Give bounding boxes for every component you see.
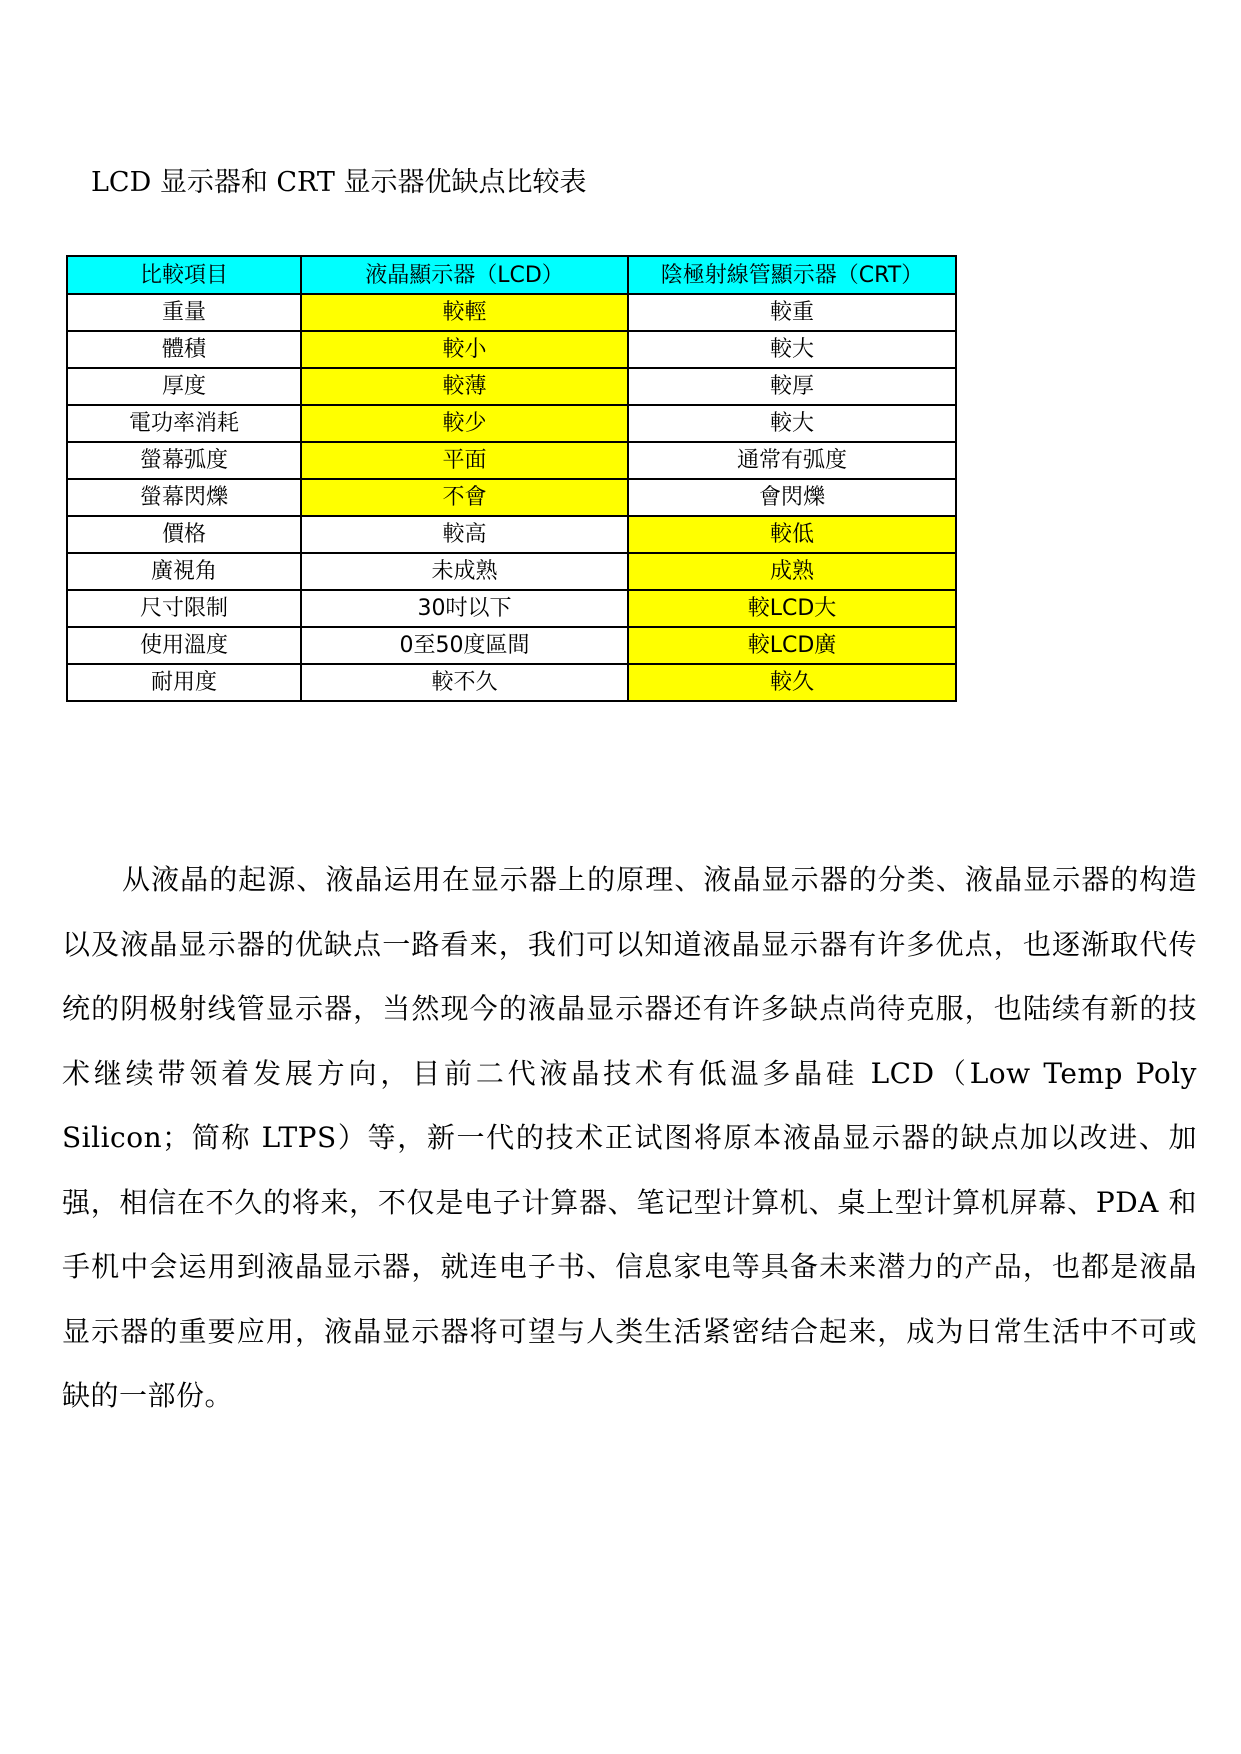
cell-crt: 較重 (628, 294, 956, 331)
cell-item: 螢幕閃爍 (67, 479, 301, 516)
cell-crt: 較大 (628, 405, 956, 442)
cell-lcd: 較輕 (301, 294, 628, 331)
cell-crt: 成熟 (628, 553, 956, 590)
cell-item: 螢幕弧度 (67, 442, 301, 479)
cell-lcd: 30吋以下 (301, 590, 628, 627)
cell-lcd: 較不久 (301, 664, 628, 701)
cell-crt: 較LCD廣 (628, 627, 956, 664)
cell-item: 電功率消耗 (67, 405, 301, 442)
table-body (67, 294, 956, 701)
cell-lcd: 平面 (301, 442, 628, 479)
cell-lcd: 不會 (301, 479, 628, 516)
cell-crt: 較久 (628, 664, 956, 701)
cell-item: 耐用度 (67, 664, 301, 701)
table-row (67, 479, 956, 516)
table-row (67, 331, 956, 368)
cell-item: 價格 (67, 516, 301, 553)
cell-crt: 通常有弧度 (628, 442, 956, 479)
table-row (67, 294, 956, 331)
cell-lcd: 較小 (301, 331, 628, 368)
table-row (67, 627, 956, 664)
document-title: LCD 显示器和 CRT 显示器优缺点比较表 (91, 167, 587, 198)
cell-crt: 較厚 (628, 368, 956, 405)
cell-item: 厚度 (67, 368, 301, 405)
cell-lcd: 較高 (301, 516, 628, 553)
table-row (67, 590, 956, 627)
cell-lcd: 0至50度區間 (301, 627, 628, 664)
table-row (67, 405, 956, 442)
table-row (67, 368, 956, 405)
table-header-row (67, 256, 956, 294)
cell-item: 體積 (67, 331, 301, 368)
body-paragraph: 从液晶的起源、液晶运用在显示器上的原理、液晶显示器的分类、液晶显示器的构造以及液晶显示器的优缺点一路看来，我们可以知道液晶显示器有许多优点，也逐渐取代传统的阴极射线管显示器，当然现今的液晶显示器还有许多缺点尚待克服，也陆续有新的技术继续带领着发展方向，目前二代液晶技术有低温多晶硅 LCD（Low Temp Poly Silicon；简称 LTPS）等，新一代的技术正试图将原本液晶显示器的缺点加以改进、加强，相信在不久的将来，不仅是电子计算器、笔记型计算机、桌上型计算机屏幕、PDA 和手机中会运用到液晶显示器，就连电子书、信息家电等具备未来潜力的产品，也都是液晶显示器的重要应用，液晶显示器将可望与人类生活紧密结合起来，成为日常生活中不可或缺的一部份。 (62, 863, 1197, 1412)
cell-crt: 會閃爍 (628, 479, 956, 516)
cell-item: 使用溫度 (67, 627, 301, 664)
cell-item: 重量 (67, 294, 301, 331)
cell-lcd: 較少 (301, 405, 628, 442)
header-crt: 陰極射線管顯示器（CRT） (628, 256, 956, 294)
cell-item: 廣視角 (67, 553, 301, 590)
table-row (67, 664, 956, 701)
header-item: 比較項目 (67, 256, 301, 294)
cell-item: 尺寸限制 (67, 590, 301, 627)
cell-lcd: 未成熟 (301, 553, 628, 590)
cell-lcd: 較薄 (301, 368, 628, 405)
header-lcd: 液晶顯示器（LCD） (301, 256, 628, 294)
table-row (67, 516, 956, 553)
cell-crt: 較低 (628, 516, 956, 553)
cell-crt: 較LCD大 (628, 590, 956, 627)
comparison-table (66, 255, 957, 702)
cell-crt: 較大 (628, 331, 956, 368)
table-row (67, 442, 956, 479)
table-row (67, 553, 956, 590)
